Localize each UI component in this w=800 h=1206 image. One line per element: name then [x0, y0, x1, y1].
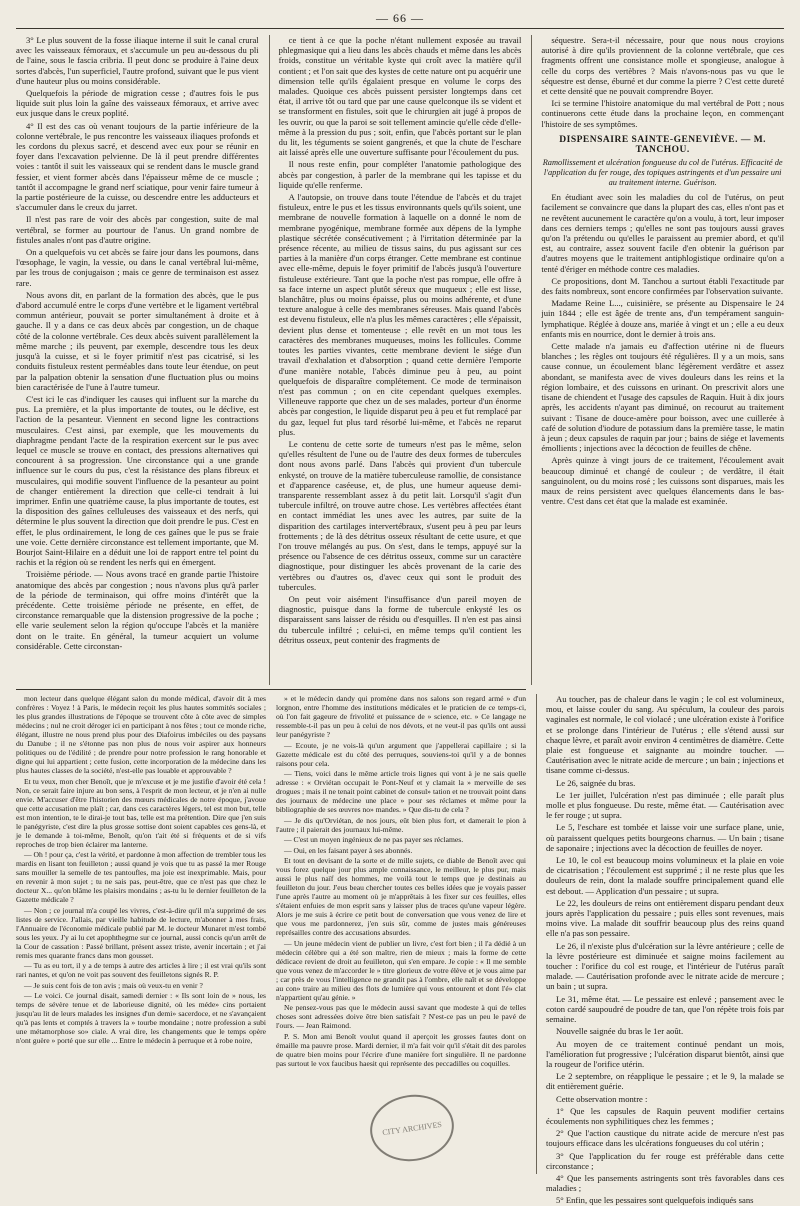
section-title: DISPENSAIRE SAINTE-GENEVIÈVE. — M. TANCHOU. [559, 134, 767, 156]
paragraph: Le 26, saignée du bras. [556, 777, 636, 788]
paragraph: En étudiant avec soin les maladies du col de l'utérus, on peut facilement se convaincre que dans la plupart des cas, elles n'ont pas et ne revêtent aucunement le caractère qu'on a voulu, à tort, leur imposer dans ces derniers temps ; qu'elles ne sont pas toujours aussi graves qu'on l'a prétendu ou qu'elles le paraissent au premier abord, et qu'il est, au contraire, assez souvent facile d'en obtenir la guérison par d'autres moyens que le traitement antiphlogistique ordinaire qu'on a tenté d'ériger en méthode contre ces maladies. [541, 192, 785, 274]
paragraph: Il nous reste enfin, pour compléter l'anatomie pathologique des abcès par congestion, à parler de la membrane qui les tapisse et du liquide qu'elle renferme. [278, 159, 522, 190]
paragraph: — Tu as eu tort, il y a de temps à autre des articles à lire ; il est vrai qu'ils sont rari nantes, et qu'on ne voit pas souvent des feuilletons signés R. P. [16, 961, 266, 979]
paragraph: Et tout en devisant de la sorte et de mille sujets, ce diable de Benoît avec qui vous forez quelque jour plus ample connaissance, le meilleur, le plus pur, mais aussi le plus naïf des hommes, me voilà tout le temps que je destinais au feuilleton du jour. J'eus beau chercher toutes ces belles idées que je voyais passer l'une après l'autre au moment où je m'apprêtais à les fixer sur ces feuilles, elles s'étaient enfuies de mon esprit sans y laisser plus de traces qu'une vapeur légère. Alors je me suis à écrire ce petit bout de conversation que vous venez de lire et que vous me pardonnerez, j'en suis sûr, comme de justes mais généreuses représailles contre des accusations absurdes. [276, 856, 526, 937]
paragraph: — Oh ! pour ça, c'est la vérité, et pardonne à mon affection de trembler tous les mardis en lisant ton feuilleton ; aussi quand je vois que tu as passé la mer Rouge sans mouiller la semelle de tes pantoufles, ma joie est inexprimable. Mais, pour en revenir à mon sujet ; tu ne sais pas, peut-être, que ce n'est pas que chez le docteur X... qu'on blâme les plaisirs mondains ; as-tu lu le dernier feuilleton de la Gazette médicale ? [16, 850, 266, 904]
paragraph: Et tu veux, mon cher Benoît, que je m'excuse et je me justifie d'avoir été cela ! Non, ce serait faire injure au bon sens, à l'esprit de mon lecteur, et je n'en ai nulle envie. M'accuser d'être l'historien des mœurs médicales de notre époque, j'avoue que cette accusation me plaît ; car, dans ces caractères légers, tel est mon but, telle est mon intention, te le dirai-je tout bas, telle est ma prétention. Dire que j'en suis le panégyriste, c'est dire la plus grosse sottise dont soient capables ces gens-là, et je le demande à toi-même, Benoît, qu'on t'ait été si fréquents et de si vifs reproches de trop bien éclairer ma lanterne. [16, 776, 266, 849]
paragraph: ce tient à ce que la poche n'étant nullement exposée au travail phlegmasique qui a lieu dans les abcès chauds et même dans les abcès froids, constitue un véritable kyste qui croît avec la matière qu'il contient ; et l'on sait que des kystes de cette nature ont pu acquérir une dimension telle qu'ils égalaient presque en volume le corps des malades. Quoique ces abcès puissent persister longtemps dans cet état, il arrive tôt ou tard que par une cause quelconque ils se vident et se transforment en fistules, soit que le chirurgien ait jugé à propos de les ouvrir, ou que la paroi se soit tellement amincie qu'elle cède d'elle-même à la pression du pus ; soit, enfin, que l'abcès portant sur le plan du lit, les téguments se soient gangrenés, et que la chute de l'eschare ait laissé après elle une ouverture suffisante pour l'écoulement du pus. [278, 35, 522, 158]
paragraph: On peut voir aisément l'insuffisance d'un pareil moyen de diagnostic, puisque dans la forme de tubercule enkysté les os disparaissent sans laisser de résidu ou d'esquilles. Il n'en est pas ainsi du tubercule infiltré ; celui-ci, en même temps qu'il contient les détritus osseux, peut contenir des fragments de [278, 593, 522, 645]
paragraph: Madame Reine L..., cuisinière, se présente au Dispensaire le 24 juin 1844 ; elle est âgée de trente ans, d'un tempérament sanguin-lymphatique. Réglée à douze ans, mariée à vingt et un ; elle a eu deux enfants mis en nourrice, dont le dernier à trois ans. [541, 298, 785, 339]
paragraph: 4° Que les pansements astringents sont très favorables dans ces maladies ; [546, 1172, 784, 1194]
paragraph: Troisième période. — Nous avons tracé en grande partie l'histoire anatomique des abcès par congestion ; nous n'avons plus qu'à parler de la période de terminaison, qui offre moins d'intérêt que la précédente. Cette troisième période ne présente, en effet, de circonstance remarquable que la distension progressive de la poche ; elle varie seulement selon la région qu'occupe l'abcès et la manière dont on le traite. En général, la tumeur acquiert un volume considérable. Cette circonstan- [16, 569, 259, 651]
paragraph: Ce propositions, dont M. Tanchou a surtout établi l'exactitude par des faits nombreux, sont encore confirmées par l'observation suivante. [541, 275, 785, 297]
paragraph: — Tiens, voici dans le même article trois lignes qui vont à je ne sais quelle adresse : « Orviétan occupait le Pont-Neuf et y clamait la » merveille de ses drogues ; mais il ne tenait point cabinet de consul» tation et ne trouvait point dans des journaux de médecine une place » pour ses réclames et même pour la bibliographie de ses œuvres no» mandes. » Que dis-tu de cela ? [276, 769, 526, 814]
paragraph: On a quelquefois vu cet abcès se faire jour dans les poumons, dans l'œsophage, le vagin, la vessie, ou dans le canal vertébral lui-même, par les trous de conjugaison ; mais ce genre de terminaison est assez rare. [16, 247, 259, 288]
paragraph: — Le voici. Ce journal disait, samedi dernier : « Ils sont loin de » nous, les temps de sévère tenue et de laborieuse dignité, où les méde» cins portaient jusqu'au lit de leurs malades les insignes d'un demi» sacerdoce, et ne s'avançaient qu'à pas lents et comptés à travers la » tourbe mondaine ; notre profession a subi une métamorphose so» ciale. A vrai dire, les changements que le temps opère n'ont guère » porté que sur elle ... Entre le médecin à perruque et à robe noire, [16, 991, 266, 1045]
feuilleton-column-1 [16, 694, 266, 1174]
paragraph: Le 22, les douleurs de reins ont entièrement disparu pendant deux jours après l'application du pessaire ; puis elles sont revenues, mais moins vive. La malade dit souffrir beaucoup plus des reins quand elle n'a pas son pessaire. [546, 897, 784, 939]
paragraph: A l'autopsie, on trouve dans toute l'étendue de l'abcès et du trajet fistuleux, entre le pus et les tissus environnants quels qu'ils soient, une membrane de nouvelle formation à laquelle on a donné le nom de membrane pyogénique, membrane formée aux dépens de la lymphe plastique sécrétée consécutivement ; à l'irritation déterminée par la présence récente, au milieu de tissus sains, du pus agissant sur ces parties à la manière d'un corps étranger. Cette membrane est continue avec elle-même, depuis le foyer primitif de l'abcès jusqu'à l'ouverture fistuleuse extérieure. Tant que la poche n'est pas rompue, elle offre à sa face interne un aspect plutôt séreux que muqueux ; elle est lisse, blanchâtre, plus ou moins épaisse, plus ou moins adhérente, et d'une texture analogue à celle des membranes séreuses. Mais quand l'abcès est devenu fistuleux, elle n'a plus les mêmes caractères ; elle s'épaissit, devient plus dense et tomenteuse ; elle revêt en un mot tous les caractères des membranes muqueuses, moins les follicules. Comme toutes les parties vivantes, cette membrane devient le siége d'un travail d'exhalation et d'absorption ; quand cette dernière l'emporte d'une manière notable, l'abcès diminue peu à peu, au point quelquefois de disparaître complétement. Ce mode de terminaison n'est pas commun ; on en cite cependant quelques exemples. Villeneuve rapporte que chez un de ses malades, porteur d'un énorme abcès par congestion, le liquide disparut peu à peu et fut remplacé par du gaz, lequel fut plus tard résorbé lui-même, et l'abcès ne reparut plus. [278, 192, 522, 437]
paragraph: 4° Il est des cas où venant toujours de la partie inférieure de la colonne vertébrale, le pus rencontre les vaisseaux iliaques profonds et les cordons du plexus sacré, et descend avec eux pour se réunir en foyer dans l'excavation pelvienne. De là il peut prendre différentes voies : tantôt il suit les vaisseaux qui se rendent dans le muscle grand fessier, et vient former abcès dans l'épaisseur même de ce muscle ; tantôt il accompagne le grand nerf sciatique, pour venir faire tumeur à la partie postérieure de la cuisse, ou descendre entre les adducteurs et s'accumuler dans le creux du jarret. [16, 120, 259, 213]
paragraph: Au toucher, pas de chaleur dans le vagin ; le col est volumineux, mou, et laisse couler du sang. Au spéculum, la couleur des parois vaginales est normale, le col violacé ; une ulcération existe à l'orifice et se prolonge dans l'intérieur de l'utérus ; elle s'étend aussi sur chaque lèvre, et paraît avoir environ 4 centimètres de diamètre. Cette plaie est fongueuse et saignante au moindre toucher. — Cautérisation avec le nitrate acide de mercure ; un bain ; injections et tisane comme ci-dessus. [546, 694, 784, 776]
paragraph: 1° Que les capsules de Raquin peuvent modifier certains écoulements non syphilitiques chez les femmes ; [546, 1105, 784, 1126]
column-3-continuation [536, 694, 784, 1206]
paragraph: Le 10, le col est beaucoup moins volumineux et la plaie en voie de cicatrisation ; l'écoulement est supprimé ; il ne reste plus que les douleurs de rein, dont la malade souffre principalement quand elle est debout. — Application d'un pessaire ; ut supra. [546, 855, 784, 896]
paragraph: C'est ici le cas d'indiquer les causes qui influent sur la marche du pus. La première, et la plus importante de toutes, ou le déclive, est l'action de la pesanteur. Viennent en second ligne les contractions musculaires. C'est ainsi, par exemple, que les mouvements du diaphragme pendant l'acte de la respiration exercent sur le pus avec lequel ce muscle se trouve en contact, des pressions alternatives qui concourent à sa progression. Une circonstance qui a une grande influence sur le cours du pus, c'est la résistance des plans fibreux et musculaires, qui modifie souvent l'influence de la pesanteur au point de changer entièrement la direction que celle-ci tendrait à lui imprimer. Enfin une quatrième cause, la plus importante de toutes, est la disposition des gaînes celluleuses des vaisseaux et des nerfs, qui détermine le plus souvent la direction que doit prendre le pus. C'est en effet, le plus ordinairement, le long de ces gaînes que le pus se fraie une voie. Cette dernière circonstance est tellement importante, que M. Bourjot Saint-Hilaire en a déduit une loi de rapport entre tel point du rachis et la région où se rendent les nerfs qui en émergent. [16, 393, 259, 568]
header-rule [16, 28, 784, 29]
paragraph: 5° Enfin, que les pessaires sont quelquefois indiqués sans [556, 1195, 754, 1206]
paragraph: — Je suis cent fois de ton avis ; mais où veux-tu en venir ? [24, 980, 203, 990]
paragraph: Quelquefois la période de migration cesse ; d'autres fois le pus liquide suit plus loin la gaîne des vaisseaux fémoraux, et arrive avec eux jusque dans le creux poplité. [16, 88, 259, 119]
paragraph: Le 1er juillet, l'ulcération n'est pas diminuée ; elle paraît plus molle et plus fongueuse. Du reste, même état. — Cautérisation avec le fer rouge ; ut supra. [546, 789, 784, 821]
column-3-body [541, 192, 784, 506]
paragraph: Après quinze à vingt jours de ce traitement, l'écoulement avait beaucoup diminué et changé de couleur ; de verdâtre, il était sanguinolent, ou du moins rosé ; les cuissons sont disparues, mais les maux de reins persistent avec quelques élancements dans le bas-ventre. C'est dans cet état que la malade est examinée. [541, 455, 785, 507]
paragraph: — Je dis qu'Orviétan, de nos jours, eût bien plus fort, et damerait le pion à l'autre ; il paierait des journaux lui-même. [276, 815, 526, 834]
paragraph: Nous avons dit, en parlant de la formation des abcès, que le pus d'abord accumulé entre le corps d'une vertèbre et le ligament vertébral commun antérieur, pouvait se porter simultanément à droite et à gauche. Il y a dans ce cas deux abcès par congestion, un de chaque côté de la colonne vertébrale. Ces deux abcès suivent parallèlement la même marche ; ils peuvent, par exemple, descendre tous les deux jusqu'à la cuisse, et si le foyer primitif n'est pas cicatrisé, si les conduits fistuleux restent perméables dans toute leur étendue, on peut par la palpation obtenir la sensation d'une fluctuation plus ou moins bien caractérisée de l'une à l'autre tumeur. [16, 289, 259, 392]
paragraph: Nouvelle saignée du bras le 1er août. [556, 1026, 684, 1037]
paragraph: Le 26, il n'existe plus d'ulcération sur la lèvre antérieure ; celle de la lèvre postérieure est diminuée et saigne moins facilement au toucher : l'orifice du col est rouge, et l'intérieur de l'utérus paraît malade. — Cautérisation profonde avec le nitrate acide de mercure ; un bain ; ut supra. [546, 940, 784, 992]
column-3 [531, 35, 784, 685]
paragraph: Le 5, l'eschare est tombée et laisse voir une surface plane, unie, où paraissent quelques petits bourgeons charnus. — Un bain ; tisane de saponaire ; injections avec la décoction de feuilles de noyer. [546, 822, 784, 853]
paragraph: 3° Le plus souvent de la fosse iliaque interne il suit le canal crural avec les vaisseaux fémoraux, et s'accumule un peu au-dessous du pli de l'aine, sous le fascia cribria. Il peut donc se produire à l'aine deux sortes d'abcès, l'un superficiel, l'autre profond, suivant que le pus vient d'une hauteur plus ou moins considérable. [16, 35, 259, 86]
paragraph: P. S. Mon ami Benoît voulut quand il aperçoit les grosses fautes dont on émaille ma pauvre prose. Mardi dernier, il m'a fait voir qu'il s'était dit des paroles de quatre bien moins pour l'écrire d'une manière fort singulière. Il ne pardonne pas surtout le vox faucibus haesit qui représente des peccadilles ou coquilles. [276, 1031, 526, 1068]
paragraph: — C'est un moyen ingénieux de ne pas payer ses réclames. [284, 835, 464, 844]
paragraph: Le contenu de cette sorte de tumeurs n'est pas le même, selon qu'elles résultent de l'une ou de l'autre des deux formes de tubercules dont nous avons parlé. Dans l'abcès qui provient d'un tubercule enkysté, on trouve de la matière tuberculeuse ramollie, de consistance et d'apparence caséeuse, et, de plus, une humeur aqueuse demi-transparente ressemblant assez à du petit lait. Lorsqu'il s'agit d'un tubercule infiltré, on trouve autre chose. Les vertèbres affectées étant en contact immédiat les unes avec les autres, par suite de la disparition des cartilages intervertébraux, s'usent peu à peu par leurs frottements ; de là des détritus osseux résultant de cette usure, et que l'on trouve mélangés au pus. On s'est, dans le temps, appuyé sur la présence ou l'absence de ces détritus osseux, comme sur un caractère diagnostique, pour distinguer les abcès provenant de la carie des vertèbres ou d'autres os, d'avec ceux qui sont le produit des tubercules. [278, 438, 522, 592]
paragraph: 2° Que l'action caustique du nitrate acide de mercure n'est pas toujours efficace dans les ulcérations fongueuses du col utérin ; [546, 1128, 784, 1149]
page-number: — 66 — [376, 11, 424, 25]
column-3-intro [541, 35, 784, 129]
stamp-label: CITY ARCHIVES [381, 1119, 443, 1137]
column-1 [16, 35, 259, 685]
section-subtitle: Ramollissement et ulcération fongueuse du col de l'utérus. Efficacité de l'application du fer rouge, des topiques astringents et d'un pessaire uni au traitement interne. Guérison. [542, 158, 783, 188]
column-2 [269, 35, 522, 685]
paragraph: — Un jeune médecin vient de publier un livre, c'est fort bien ; il l'a dédié à un médecin célèbre qui a été son maître, rien de mieux ; mais la forme de cette dédicace revient de droit au feuilleton, qui s'en empare. Je copie : « Il me semble que vous venez de m'accorder le » titre glorieux de votre élève et je vous aime par ; car près de vous l'intelligence ne grandit pas à l'ombre, elle naît et se développe au con» traire au milieu des flots de lumière qui vous entourent et dont l'é» clat n'appartient qu'au génie. » [276, 938, 526, 1002]
paragraph: — Ecoute, je ne vois-là qu'un argument que j'appellerai capillaire ; si la Gazette médicale est du côté des perruques, souviens-toi qu'il y a de bonnes raisons pour cela. [276, 740, 526, 768]
paragraph: » et le médecin dandy qui promène dans nos salons son regard armé » d'un lorgnon, entre l'homme des institutions médicales et le praticien de ce temps-ci, où l'on fait gageure de frivolité et puissance de » science, etc. » Ce langage ne ressemble-t-il pas un peu à celui de nos dévots, et ne veut-il pas qu'ils ont aussi leur panégyriste ? [276, 694, 526, 739]
paragraph: Cette malade n'a jamais eu d'affection utérine ni de flueurs blanches ; les règles ont toujours été régulières. Il y a un mois, sans cause connue, un écoulement blanc légèrement verdâtre et assez abondant, se manifesta avec de vives douleurs dans les reins et la région lombaire, et des cuissons en urinant. On prescrivit alors une tisane de chiendent et l'usage des capsules de Raquin. Huit à dix jours après, les accidents n'ayant pas diminué, on recourut au traitement suivant : Tisane de douce-amère pour boisson, avec une cuillerée à café de solution d'iodure de potassium dans la première tasse, le matin à jeun ; deux capsules de raquin par jour ; bains de siége et lavements émollients ; injections avec la décoction de feuilles de chêne. [541, 341, 785, 454]
feuilleton-rule [16, 689, 526, 690]
upper-columns [16, 35, 784, 685]
paragraph: — Non ; ce journal m'a coupé les vivres, c'est-à-dire qu'il m'a supprimé de ses listes de service. J'allais, par vieille habitude de lecture, m'abonner à mes frais, l'Annuaire de l'économie médicale publié par M. le docteur Munaret m'est tombé sous les yeux. J'y ai lu cet apophthegme sur ce journal, aussi concis qu'un arrêt de la Cour de cassation : Passé brillant, présent assez triste, avenir incertain ; et j'ai remis mes quarante francs dans mon gousset. [16, 905, 266, 960]
paragraph: Il n'est pas rare de voir des abcès par congestion, suite de mal vertébral, se former au pourtour de l'anus. Un grand nombre de fistules anales n'ont pas d'autre origine. [16, 214, 259, 245]
paragraph: Ici se termine l'histoire anatomique du mal vertébral de Pott ; nous continuerons cette étude dans la prochaine leçon, en commençant l'histoire de ses symptômes. [541, 98, 785, 129]
paragraph: Cette observation montre : [556, 1093, 648, 1104]
paragraph: mon lecteur dans quelque élégant salon du monde médical, d'avoir dit à mes confrères : Voyez ! à Paris, le médecin reçoit les plus hautes sommités sociales ; les plus grandes illustrations de l'époque se trouvent côte à côte avec de simples médecins ; nul ne croit déroger ici en participant à nos fêtes ; tout ce monde riche, élégant, illustre ne nous prend plus pour des Diafoirus imbéciles ou des paysans du Danube ; il ne s'étonne pas non plus de nous voir aspirer aux honneurs politiques ou de l'édilité ; de prendre pour notre profession le rang honorable et digne qui lui appartient ; cette fusion, cette incorporation de la médecine dans les plus hautes classes de la société, n'est-elle pas louable et approuvable ? [16, 694, 266, 775]
paragraph: séquestre. Sera-t-il nécessaire, pour que nous nous croyions autorisé à dire qu'ils proviennent de la colonne vertébrale, que ces fragments offrent une consistance molle et spongieuse, analogue à celle du corps des vertèbres ? Mais n'avons-nous pas vu que le séquestre est dense, éburné et dur comme la pierre ? C'est cette dureté et cette densité que ne pouvait comprendre Boyer. [541, 35, 785, 97]
paragraph: — Oui, en les faisant payer à ses abonnés. [284, 845, 413, 855]
paragraph: Au moyen de ce traitement continué pendant un mois, l'amélioration fut progressive ; l'ulcération disparut bientôt, ainsi que la rougeur de l'orifice utérin. [546, 1038, 784, 1069]
paragraph: Ne pensez-vous pas que le médecin aussi savant que modeste à qui de telles choses sont adressées doive être bien satisfait ? N'est-ce pas un peu le pavé de l'ours. — Jean Raimond. [276, 1003, 526, 1030]
paragraph: Le 31, même état. — Le pessaire est enlevé ; pansement avec le coton cardé saupoudré de poudre de tan, que l'on répète trois fois par semaine. [546, 993, 784, 1025]
paragraph: Le 2 septembre, on réapplique le pessaire ; et le 9, la malade se dit entièrement guérie. [546, 1071, 784, 1092]
paragraph: 3° Que l'application du fer rouge est préférable dans cette circonstance ; [546, 1150, 784, 1171]
